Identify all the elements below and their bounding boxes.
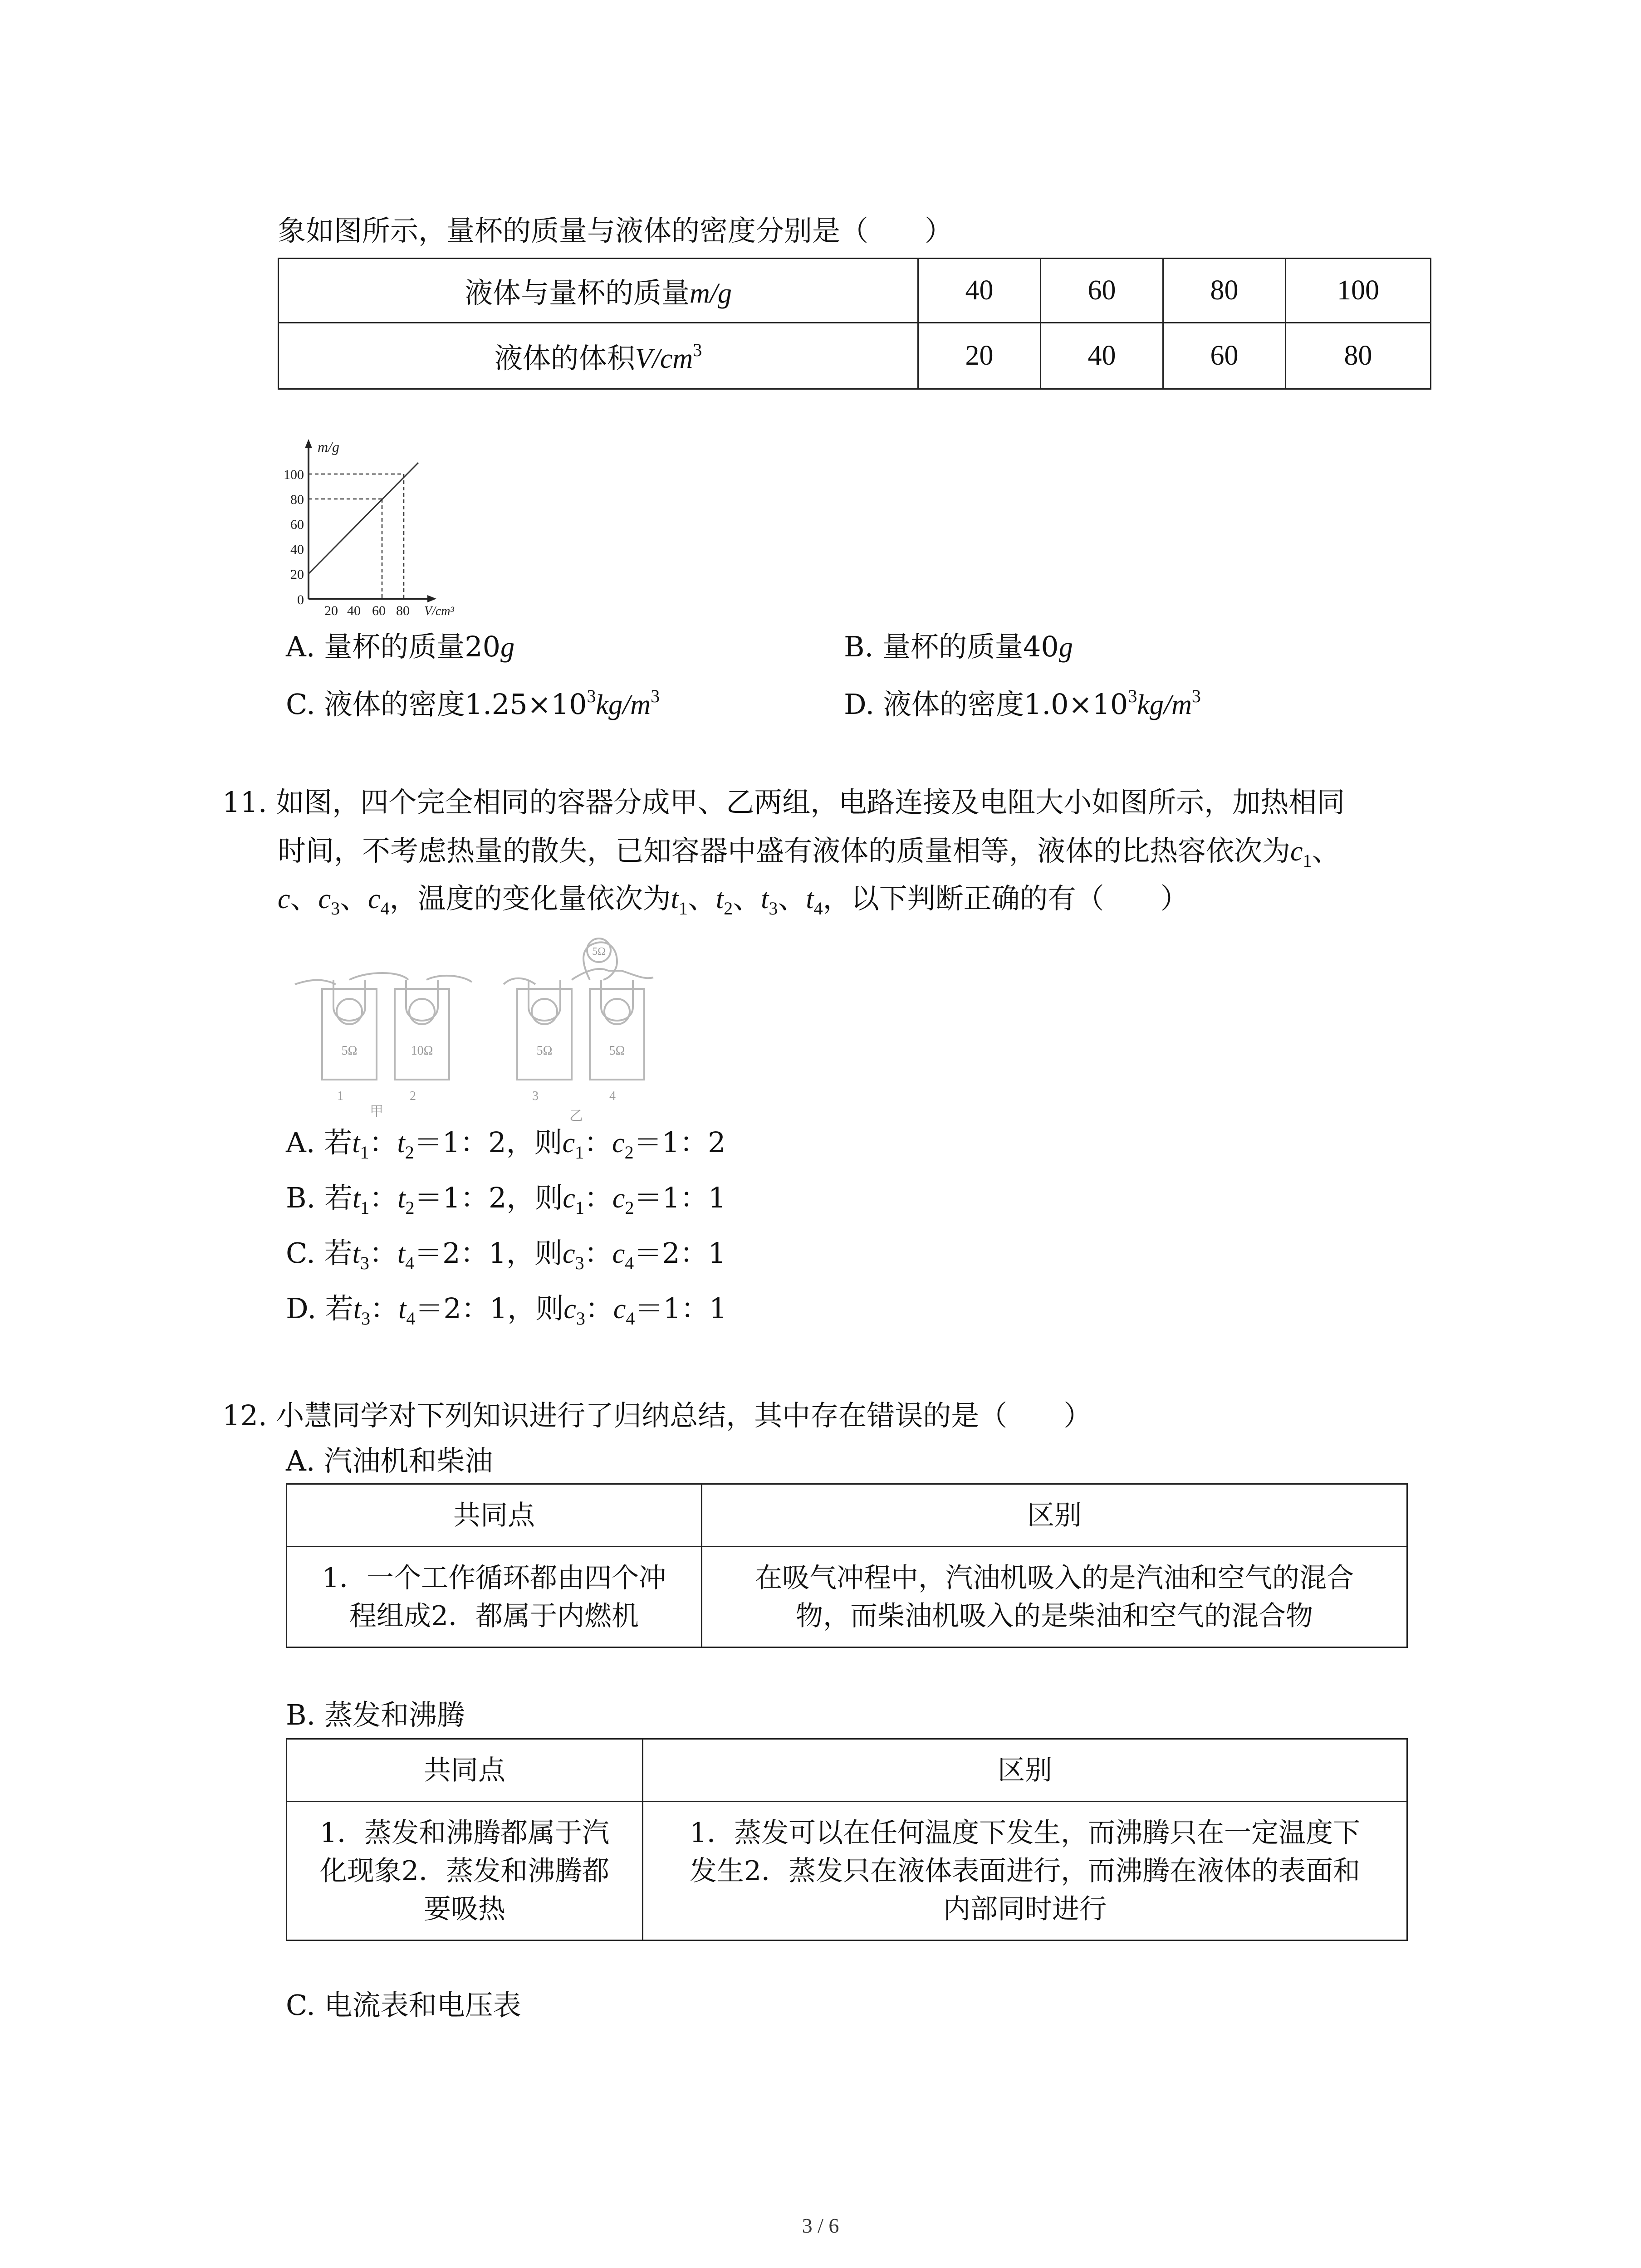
container-number-4: 4 <box>609 1089 616 1103</box>
q12-a-title: A. 汽油机和柴油 <box>286 1444 493 1477</box>
q12-b-header-common: 共同点 <box>287 1739 643 1802</box>
wire <box>504 978 535 984</box>
container-number-1: 1 <box>337 1089 343 1103</box>
wire <box>349 973 408 980</box>
q10-table-cell: 60 <box>1163 323 1286 389</box>
container-3 <box>517 989 572 1080</box>
q10-table-cell: 60 <box>1041 259 1163 323</box>
container-2 <box>395 989 449 1080</box>
q10-intro: 象如图所示，量杯的质量与液体的密度分别是（ ） <box>278 214 953 247</box>
q10-table-cell: 80 <box>1286 323 1431 389</box>
q11-option-b: B. 若$t_1$：$t_2=1$：2，则$c_1$：$c_2=1$：1 <box>286 1181 726 1218</box>
container-number-3: 3 <box>532 1089 539 1103</box>
q11-circuit-figure <box>290 934 671 1125</box>
y-tick: 80 <box>290 492 304 507</box>
q10-table-cell: 40 <box>1041 323 1163 389</box>
q11-option-d: D. 若$t_3$：$t_4=2$：1，则$c_3$：$c_4=1$：1 <box>286 1292 727 1329</box>
resistor-label-4: 5Ω <box>609 1044 625 1058</box>
container-number-2: 2 <box>410 1089 416 1103</box>
q11-option-c: C. 若$t_3$：$t_4=2$：1，则$c_3$：$c_4=2$：1 <box>286 1237 726 1273</box>
q10-option-d: D. 液体的密度$1.0\times 10^3kg/m^3$ <box>844 686 1201 721</box>
q12-a-header-common: 共同点 <box>287 1484 702 1547</box>
x-tick: 20 <box>324 603 338 618</box>
q12-c-title: C. 电流表和电压表 <box>286 1989 521 2022</box>
x-tick: 40 <box>347 603 361 618</box>
mass-volume-line <box>309 463 418 574</box>
y-tick: 60 <box>290 517 304 532</box>
q12-stem: 12. 小慧同学对下列知识进行了归纳总结，其中存在错误的是（ ） <box>222 1399 1092 1432</box>
container-1 <box>322 989 377 1080</box>
resistor-label-3: 5Ω <box>536 1044 553 1058</box>
q12-b-common-cell: 1．蒸发和沸腾都属于汽 化现象2．蒸发和沸腾都 要吸热 <box>287 1802 643 1941</box>
resistor-label-2: 10Ω <box>411 1044 433 1058</box>
x-axis-arrow <box>427 595 436 602</box>
q10-data-table <box>278 258 1431 390</box>
q10-option-b: B. 量杯的质量40g <box>844 630 1073 663</box>
q12-a-common-cell: 1．一个工作循环都由四个冲 程组成2．都属于内燃机 <box>287 1547 702 1647</box>
resistor-label-1: 5Ω <box>341 1044 358 1058</box>
q10-table-cell: 100 <box>1286 259 1431 323</box>
q12-b-table <box>286 1738 1408 1941</box>
wire <box>295 980 336 984</box>
x-axis-label: V/cm³ <box>424 604 454 618</box>
resistor-label-top: 5Ω <box>592 946 606 958</box>
page-number: 3 / 6 <box>802 2214 839 2237</box>
q10-table-cell: 40 <box>918 259 1041 323</box>
q10-option-a: A. 量杯的质量20g <box>286 630 515 663</box>
q11-option-a: A. 若$t_1$：$t_2=1$：2，则$c_1$：$c_2=1$：2 <box>286 1126 726 1163</box>
q10-table-cell: 80 <box>1163 259 1286 323</box>
q10-mass-volume-graph <box>268 435 495 626</box>
q12-a-table <box>286 1483 1408 1648</box>
y-axis-arrow <box>305 439 312 448</box>
y-axis-label: m/g <box>318 439 339 455</box>
group-label-yi: 乙 <box>569 1109 583 1124</box>
y-tick: 0 <box>297 592 304 607</box>
y-tick: 40 <box>290 542 304 557</box>
q12-a-diff-cell: 在吸气冲程中，汽油机吸入的是汽油和空气的混合 物，而柴油机吸入的是柴油和空气的混合物 <box>702 1547 1407 1647</box>
y-tick: 100 <box>284 467 304 482</box>
group-label-jia: 甲 <box>370 1104 383 1119</box>
q10-option-c: C. 液体的密度$1.25\times 10^3kg/m^3$ <box>286 686 660 721</box>
q11-stem-line1: 11. 如图，四个完全相同的容器分成甲、乙两组，电路连接及电阻大小如图所示，加热相同 <box>222 786 1345 819</box>
q10-table-cell: 20 <box>918 323 1041 389</box>
container-4 <box>590 989 644 1080</box>
q12-b-title: B. 蒸发和沸腾 <box>286 1698 465 1731</box>
wire <box>426 976 472 982</box>
q11-stem-line2: 时间，不考虑热量的散失，已知容器中盛有液体的质量相等，液体的比热容依次为$c_1$、 <box>278 834 1340 871</box>
x-tick: 80 <box>396 603 410 618</box>
y-tick: 20 <box>290 567 304 582</box>
q10-table-row1-label: 液体与量杯的质量m/g <box>279 259 918 323</box>
x-tick: 60 <box>372 603 386 618</box>
q12-b-header-diff: 区别 <box>643 1739 1407 1802</box>
q11-stem-line3: c、$c_3$、$c_4$，温度的变化量依次为$t_1$、$t_2$、$t_3$、$t_4$，以下判断正确的有（ ） <box>278 882 1189 919</box>
q10-table-row2-label: 液体的体积$V/cm^3$ <box>279 323 918 389</box>
q12-a-header-diff: 区别 <box>702 1484 1407 1547</box>
q12-b-diff-cell: 1．蒸发可以在任何温度下发生，而沸腾只在一定温度下 发生2．蒸发只在液体表面进行，而沸腾在液体的表面和 内部同时进行 <box>643 1802 1407 1941</box>
